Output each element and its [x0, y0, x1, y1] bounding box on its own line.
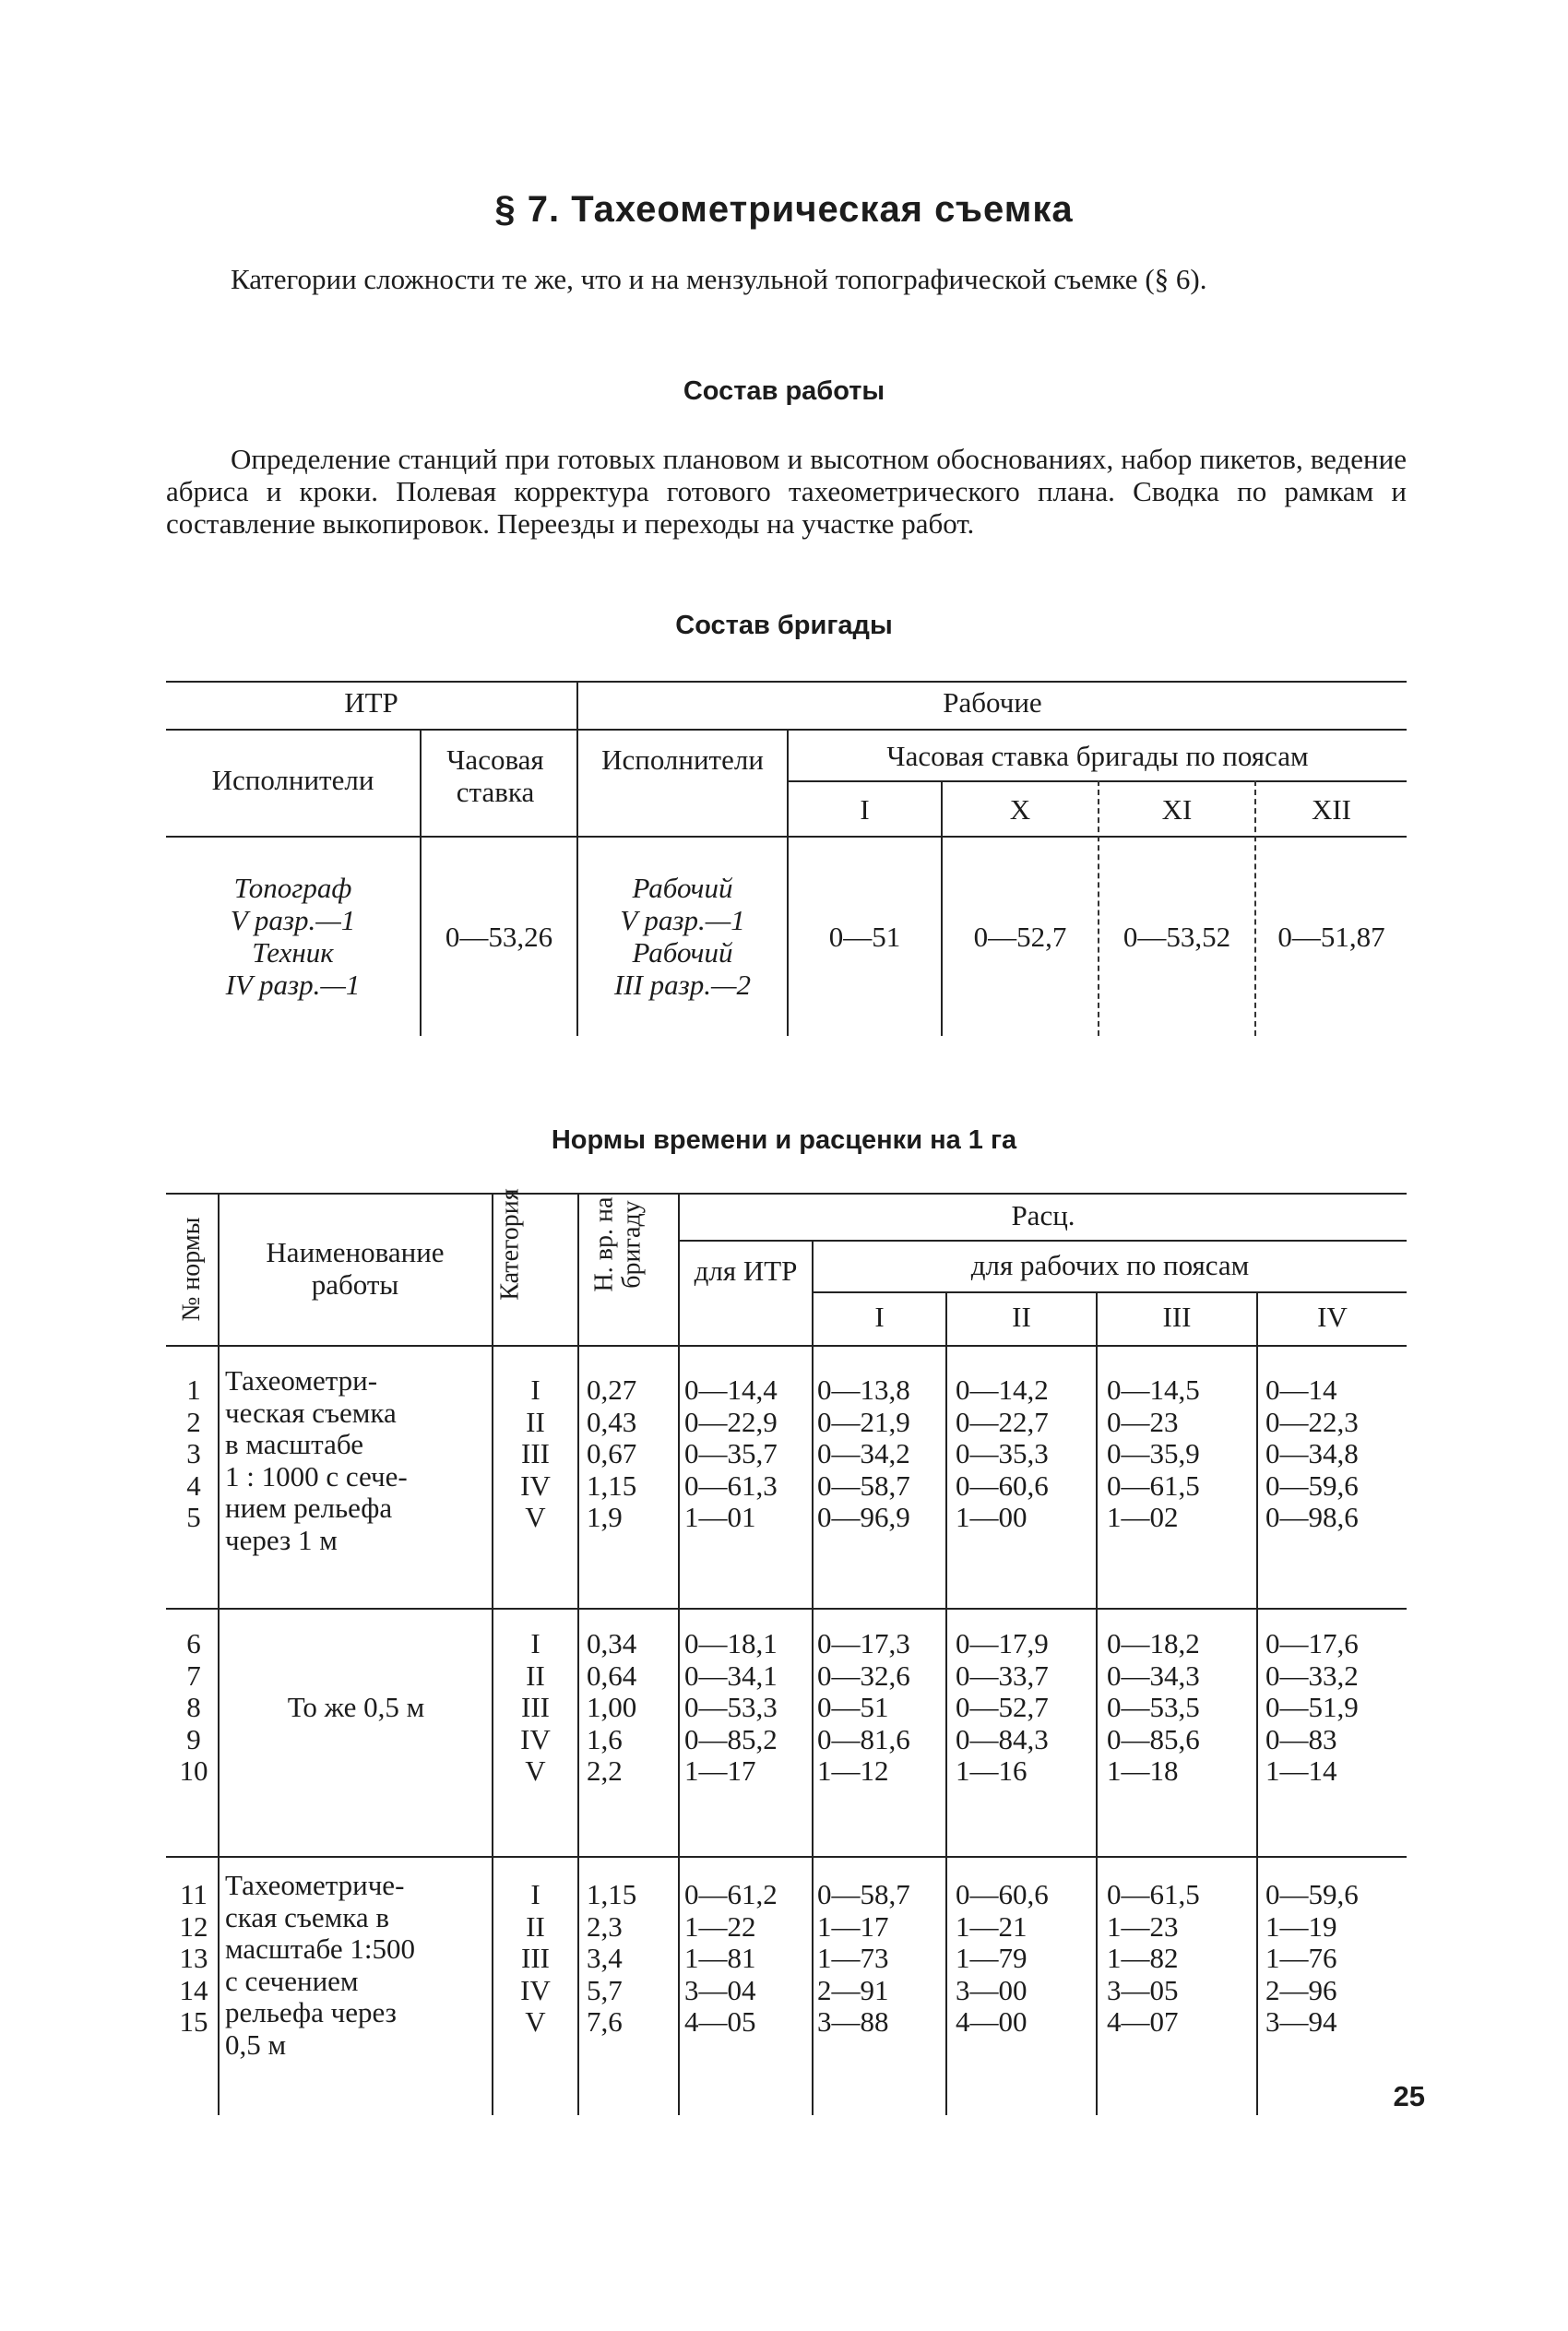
zone1-rate-cell: 0—58,7	[817, 1469, 910, 1502]
zone4-rate-cell: 1—19	[1265, 1909, 1337, 1943]
zone1-rate-cell: 0—96,9	[817, 1501, 910, 1533]
zone-header: III	[1162, 1301, 1192, 1333]
itr-rate-header: для ИТР	[694, 1255, 798, 1287]
zone3-rate-cell: 0—85,6	[1107, 1722, 1200, 1755]
work-paragraph: Определение станций при готовых плановом и высотном обоснованиях, набор пикетов, ведение абриса и кроки. Полевая корректура готового тахеометрического плана. Сводка по рамкам и составление выкопировок. Переезды и переходы на участке работ.	[166, 443, 1407, 540]
itr-rate-cell: 3—04	[684, 1973, 756, 2006]
itr-rate-cell-column	[684, 1374, 812, 1534]
norm-number: 15	[179, 2005, 208, 2038]
zone4-rate-cell: 0—59,6	[1265, 1469, 1359, 1502]
hours-cell: 1,6	[587, 1722, 623, 1755]
hours-cell-column	[587, 1628, 677, 1788]
itr-rate-cell: 1—17	[684, 1754, 756, 1787]
zone3-rate-cell-column	[1107, 1628, 1256, 1788]
norm-number: 14	[179, 1973, 208, 2006]
worker-executors-header: Исполнители	[601, 743, 764, 776]
zone4-rate-cell: 3—94	[1265, 2005, 1337, 2038]
zone3-rate-cell: 1—82	[1107, 1942, 1179, 1974]
hourly-rate-header: Часовая ставка	[446, 743, 544, 808]
workers-rate-header: для рабочих по поясам	[970, 1249, 1250, 1281]
zone-header: IV	[1317, 1301, 1348, 1333]
zone3-rate-cell: 0—34,3	[1107, 1659, 1200, 1692]
worker-executor-line: V разр.—1	[620, 904, 745, 936]
hours-cell: 0,34	[587, 1627, 637, 1659]
zone3-rate-cell: 1—02	[1107, 1501, 1179, 1533]
zone4-rate-cell: 0—22,3	[1265, 1405, 1359, 1438]
zone-rate: 0—51,87	[1277, 921, 1385, 953]
zone2-rate-cell: 0—60,6	[956, 1878, 1049, 1910]
hours-cell-column	[587, 1879, 677, 2039]
category-cell: III	[521, 1942, 550, 1974]
work-name-line: То же 0,5 м	[287, 1691, 425, 1723]
norm-number-column	[175, 1879, 212, 2039]
zone4-rate-cell: 0—59,6	[1265, 1878, 1359, 1910]
norm-number: 1	[186, 1374, 201, 1406]
hours-cell: 0,27	[587, 1374, 637, 1406]
zone1-rate-cell: 1—12	[817, 1754, 889, 1787]
zone2-rate-cell: 0—52,7	[956, 1691, 1049, 1723]
zone4-rate-cell: 0—17,6	[1265, 1627, 1359, 1659]
category-cell: III	[521, 1437, 550, 1469]
zone3-rate-cell-column	[1107, 1879, 1256, 2039]
work-name-line: в масштабе	[225, 1428, 363, 1460]
norm-number: 3	[186, 1437, 201, 1469]
zone2-rate-cell-column	[956, 1879, 1096, 2039]
hours-cell: 0,43	[587, 1405, 637, 1438]
workers-header: Рабочие	[943, 686, 1042, 719]
norm-number: 13	[179, 1942, 208, 1974]
zone1-rate-cell: 3—88	[817, 2005, 889, 2038]
zone2-rate-cell: 0—33,7	[956, 1659, 1049, 1692]
zone1-rate-cell: 0—17,3	[817, 1627, 910, 1659]
zone3-rate-cell: 0—53,5	[1107, 1691, 1200, 1723]
zone-rate: 0—52,7	[973, 921, 1067, 953]
zone2-rate-cell: 4—00	[956, 2005, 1028, 2038]
category-cell: I	[530, 1627, 540, 1659]
itr-executor-line: V разр.—1	[230, 904, 356, 936]
zone4-rate-cell: 0—83	[1265, 1722, 1337, 1755]
zone3-rate-cell: 3—05	[1107, 1973, 1179, 2006]
zone3-rate-cell: 4—07	[1107, 2005, 1179, 2038]
work-name-cell	[225, 1870, 487, 2061]
zone3-rate-cell: 1—23	[1107, 1909, 1179, 1943]
hours-cell: 1,9	[587, 1501, 623, 1533]
crew-heading: Состав бригады	[675, 611, 893, 640]
crew-rate-header: Часовая ставка бригады по поясам	[886, 740, 1309, 772]
hours-cell: 3,4	[587, 1942, 623, 1974]
norm-number: 10	[179, 1754, 208, 1787]
worker-executor-line: Рабочий	[632, 872, 733, 904]
zone3-rate-cell: 0—61,5	[1107, 1878, 1200, 1910]
hours-cell: 1,00	[587, 1691, 637, 1723]
zone2-rate-cell: 1—79	[956, 1942, 1028, 1974]
work-heading: Состав работы	[683, 376, 885, 406]
category-cell-column	[496, 1374, 575, 1534]
norm-number-column	[175, 1628, 212, 1788]
norm-number: 8	[186, 1691, 201, 1723]
work-name-line: масштабе 1:500	[225, 1933, 415, 1965]
itr-rate-cell: 4—05	[684, 2005, 756, 2038]
zone-rate: 0—51	[828, 921, 901, 953]
category-header: Категория	[495, 1188, 525, 1301]
section-title: § 7. Тахеометрическая съемка	[494, 189, 1074, 230]
executors-header: Исполнители	[211, 764, 374, 796]
category-cell: II	[526, 1405, 545, 1438]
page-number: 25	[1393, 2080, 1425, 2112]
zone1-rate-cell-column	[817, 1879, 945, 2039]
itr-rate-cell: 0—61,2	[684, 1878, 778, 1910]
zone1-rate-cell: 0—32,6	[817, 1659, 910, 1692]
zone4-rate-cell-column	[1265, 1879, 1407, 2039]
zone-header: XII	[1311, 793, 1352, 826]
zone2-rate-cell: 1—21	[956, 1909, 1028, 1943]
norm-number: 6	[186, 1627, 201, 1659]
zone1-rate-cell: 0—34,2	[817, 1437, 910, 1469]
itr-rate-cell-column	[684, 1879, 812, 2039]
hours-header: Н. вр. на бригаду	[589, 1196, 647, 1292]
zone1-rate-cell: 2—91	[817, 1973, 889, 2006]
itr-rate-cell: 0—85,2	[684, 1722, 778, 1755]
category-cell: II	[526, 1909, 545, 1943]
intro-paragraph: Категории сложности те же, что и на мензульной топографической съемке (§ 6).	[231, 263, 1207, 295]
zone1-rate-cell: 1—17	[817, 1909, 889, 1943]
zone-header: X	[1009, 793, 1031, 826]
work-name-cell	[225, 1692, 487, 1724]
zone4-rate-cell: 1—14	[1265, 1754, 1337, 1787]
work-name-line: 1 : 1000 с сече-	[225, 1459, 408, 1493]
zone2-rate-cell: 0—84,3	[956, 1722, 1049, 1755]
zone-rate: 0—53,52	[1123, 921, 1231, 953]
zone3-rate-cell: 0—23	[1107, 1405, 1179, 1438]
work-name-line: Тахеометриче-	[225, 1869, 405, 1901]
zone3-rate-cell: 1—18	[1107, 1754, 1179, 1787]
zone2-rate-cell: 3—00	[956, 1973, 1028, 2006]
work-name-line: ская съемка в	[225, 1900, 390, 1933]
zone2-rate-cell: 0—14,2	[956, 1374, 1049, 1406]
category-cell: I	[530, 1878, 540, 1910]
norm-number: 2	[186, 1405, 201, 1438]
category-cell: III	[521, 1691, 550, 1723]
work-name-line: ческая съемка	[225, 1396, 397, 1429]
itr-executor-line: IV разр.—1	[225, 969, 361, 1001]
zone4-rate-cell: 0—98,6	[1265, 1501, 1359, 1533]
zone4-rate-cell-column	[1265, 1628, 1407, 1788]
itr-rate-cell-column	[684, 1628, 812, 1788]
itr-rate-cell: 0—18,1	[684, 1627, 778, 1659]
zone2-rate-cell: 0—17,9	[956, 1627, 1049, 1659]
zone4-rate-cell: 0—34,8	[1265, 1437, 1359, 1469]
work-name-line: через 1 м	[225, 1523, 338, 1556]
zone4-rate-cell: 0—51,9	[1265, 1691, 1359, 1723]
hours-cell-column	[587, 1374, 677, 1534]
itr-rate-cell: 0—22,9	[684, 1405, 778, 1438]
zone1-rate-cell: 0—13,8	[817, 1374, 910, 1406]
itr-rate: 0—53,26	[445, 921, 553, 953]
zone2-rate-cell: 0—35,3	[956, 1437, 1049, 1469]
itr-rate-cell: 1—22	[684, 1909, 756, 1943]
norm-number: 11	[180, 1878, 208, 1910]
category-cell: V	[525, 2005, 546, 2038]
zone2-rate-cell-column	[956, 1628, 1096, 1788]
itr-executor-line: Топограф	[233, 872, 352, 904]
zone-header: II	[1012, 1301, 1031, 1333]
itr-rate-cell: 0—61,3	[684, 1469, 778, 1502]
category-cell: IV	[520, 1722, 551, 1755]
category-cell: II	[526, 1659, 545, 1692]
work-name-line: 0,5 м	[225, 2028, 287, 2061]
hours-cell: 0,67	[587, 1437, 637, 1469]
zone1-rate-cell-column	[817, 1628, 945, 1788]
work-name-line: рельефа через	[225, 1996, 397, 2028]
itr-rate-cell: 0—34,1	[684, 1659, 778, 1692]
work-name-line: нием рельефа	[225, 1492, 393, 1524]
zone3-rate-cell: 0—61,5	[1107, 1469, 1200, 1502]
norm-number: 12	[179, 1909, 208, 1943]
zone3-rate-cell: 0—35,9	[1107, 1437, 1200, 1469]
itr-rate-cell: 0—53,3	[684, 1691, 778, 1723]
norm-number-column	[175, 1374, 212, 1534]
zone1-rate-cell: 1—73	[817, 1942, 889, 1974]
category-cell: V	[525, 1501, 546, 1533]
zone2-rate-cell: 1—16	[956, 1754, 1028, 1787]
zone-header: I	[860, 793, 870, 826]
itr-executor-line: Техник	[252, 936, 334, 969]
work-name-cell	[225, 1365, 487, 1556]
hours-cell: 5,7	[587, 1973, 623, 2006]
norm-number: 5	[186, 1501, 201, 1533]
work-name-line: Тахеометри-	[225, 1364, 378, 1397]
zone4-rate-cell: 1—76	[1265, 1942, 1337, 1974]
zone3-rate-cell-column	[1107, 1374, 1256, 1534]
category-cell: V	[525, 1754, 546, 1787]
norm-no-header: № нормы	[177, 1217, 206, 1322]
zone1-rate-cell: 0—58,7	[817, 1878, 910, 1910]
norm-number: 4	[186, 1469, 201, 1502]
zone-header: XI	[1161, 793, 1193, 826]
zone2-rate-cell: 1—00	[956, 1501, 1028, 1533]
zone1-rate-cell: 0—21,9	[817, 1405, 910, 1438]
category-cell: I	[530, 1374, 540, 1406]
work-name-line: с сечением	[225, 1964, 359, 1997]
zone2-rate-cell: 0—22,7	[956, 1405, 1049, 1438]
zone1-rate-cell-column	[817, 1374, 945, 1534]
worker-executor-line: Рабочий	[632, 936, 733, 969]
zone2-rate-cell-column	[956, 1374, 1096, 1534]
norm-number: 9	[186, 1722, 201, 1755]
hours-cell: 7,6	[587, 2005, 623, 2038]
zone4-rate-cell: 2—96	[1265, 1973, 1337, 2006]
category-cell: IV	[520, 1973, 551, 2006]
zone1-rate-cell: 0—81,6	[817, 1722, 910, 1755]
hours-cell: 2,3	[587, 1909, 623, 1943]
hours-cell: 1,15	[587, 1469, 637, 1502]
itr-header: ИТР	[344, 686, 398, 719]
zone4-rate-cell: 0—33,2	[1265, 1659, 1359, 1692]
worker-executor-line: III разр.—2	[613, 969, 752, 1001]
itr-rate-cell: 0—35,7	[684, 1437, 778, 1469]
zone3-rate-cell: 0—18,2	[1107, 1627, 1200, 1659]
rates-header: Расц.	[1011, 1199, 1075, 1231]
category-cell-column	[496, 1628, 575, 1788]
zone-header: I	[874, 1301, 885, 1333]
itr-rate-cell: 1—81	[684, 1942, 756, 1974]
zone3-rate-cell: 0—14,5	[1107, 1374, 1200, 1406]
category-cell-column	[496, 1879, 575, 2039]
zone2-rate-cell: 0—60,6	[956, 1469, 1049, 1502]
work-name-header: Наименование работы	[266, 1236, 445, 1301]
itr-rate-cell: 1—01	[684, 1501, 756, 1533]
hours-cell: 1,15	[587, 1878, 637, 1910]
norm-number: 7	[186, 1659, 201, 1692]
hours-cell: 2,2	[587, 1754, 623, 1787]
itr-rate-cell: 0—14,4	[684, 1374, 778, 1406]
zone4-rate-cell-column	[1265, 1374, 1407, 1534]
zone1-rate-cell: 0—51	[817, 1691, 889, 1723]
zone4-rate-cell: 0—14	[1265, 1374, 1337, 1406]
hours-cell: 0,64	[587, 1659, 637, 1692]
category-cell: IV	[520, 1469, 551, 1502]
norms-heading: Нормы времени и расценки на 1 га	[551, 1125, 1017, 1155]
